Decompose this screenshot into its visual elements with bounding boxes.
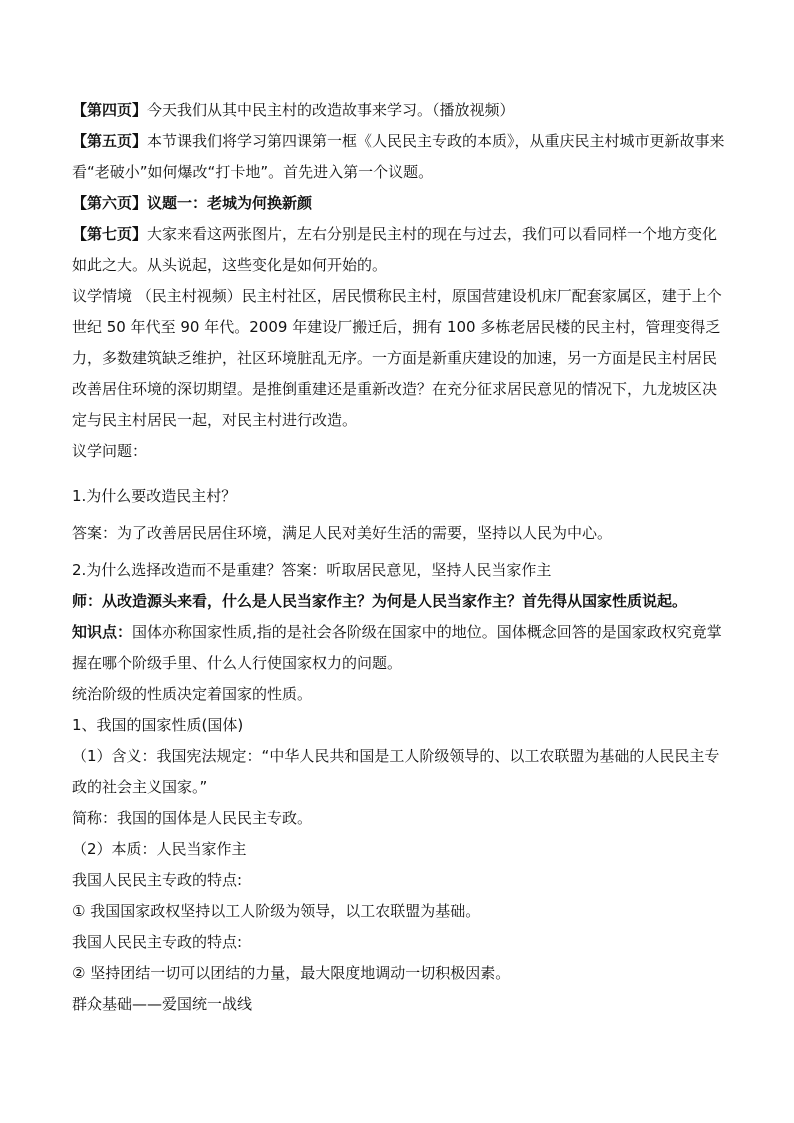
topic-heading: 议题一：老城为何换新颜 [147, 194, 313, 212]
short-name-paragraph: 简称：我国的国体是人民民主专政。 [72, 809, 313, 827]
definition-paragraph: （1）含义：我国宪法规定：“中华人民共和国是工人阶级领导的、以工农联盟为基础的人民民主专政的社会主义国家。” [72, 747, 720, 796]
features-heading-2: 我国人民民主专政的特点: [72, 933, 243, 951]
paragraph-page-7 [72, 219, 728, 281]
question-2: 2.为什么选择改造而不是重建？答案：听取居民意见，坚持人民当家作主 [72, 561, 552, 579]
section-1-heading: 1、我国的国家性质(国体) [72, 716, 244, 734]
paragraph-questions-heading: 议学问题： [72, 442, 148, 460]
paragraph-ruling-class: 统治阶级的性质决定着国家的性质。 [72, 685, 313, 703]
paragraph-text: 大家来看这两张图片，左右分别是民主村的现在与过去，我们可以看同样一个地方变化如此之大。从头说起，这些变化是如何开始的。 [72, 225, 718, 274]
paragraph-page-4 [72, 95, 728, 126]
question-1: 1.为什么要改造民主村？ [72, 487, 237, 505]
answer-1: 答案：为了改善居民居住环境，满足人民对美好生活的需要，坚持以人民为中心。 [72, 524, 613, 542]
page-label: 【第四页】 [72, 101, 148, 119]
paragraph-text: 国体亦称国家性质,指的是社会各阶级在国家中的地位。国体概念回答的是国家政权究竟掌握在哪个阶级手里、什么人行使国家权力的问题。 [72, 623, 722, 672]
page-label: 【第七页】 [72, 225, 148, 243]
teacher-line: 师：从改造源头来看，什么是人民当家作主？为何是人民当家作主？首先得从国家性质说起。 [72, 592, 688, 610]
knowledge-label: 知识点： [72, 623, 133, 641]
paragraph-page-5 [72, 126, 728, 188]
paragraph-text: 今天我们从其中民主村的改造故事来学习。（播放视频） [147, 101, 515, 119]
feature-2: ② 坚持团结一切可以团结的力量，最大限度地调动一切积极因素。 [72, 964, 511, 982]
knowledge-point [72, 617, 728, 679]
paragraph-page-6 [72, 188, 728, 219]
mass-basis: 群众基础——爱国统一战线 [72, 995, 253, 1013]
document-body [72, 95, 728, 1020]
page-label: 【第五页】 [72, 132, 148, 150]
paragraph-text: 本节课我们将学习第四课第一框《人民民主专政的本质》，从重庆民主村城市更新故事来看“老破小”如何爆改“打卡地”。首先进入第一个议题。 [72, 132, 725, 181]
essence-paragraph: （2）本质：人民当家作主 [72, 840, 247, 858]
page-label: 【第六页】 [72, 194, 148, 212]
feature-1: ① 我国国家政权坚持以工人阶级为领导，以工农联盟为基础。 [72, 902, 481, 920]
paragraph-scenario: 议学情境 （民主村视频）民主村社区，居民惯称民主村，原国营建设机床厂配套家属区，建于上个世纪 50 年代至 90 年代。2009 年建设厂搬迁后，拥有 100 多栋老居民楼的民主村，管理变得乏力，多数建筑缺乏维护，社区环境脏乱无序。一方面是新重庆建设的加速，另一方面是民主村居民改善居住环境的深切期望。是推倒重建还是重新改造？在充分征求居民意见的情况下，九龙坡区决定与民主村居民一起，对民主村进行改造。 [72, 287, 722, 429]
features-heading-1: 我国人民民主专政的特点: [72, 871, 243, 889]
